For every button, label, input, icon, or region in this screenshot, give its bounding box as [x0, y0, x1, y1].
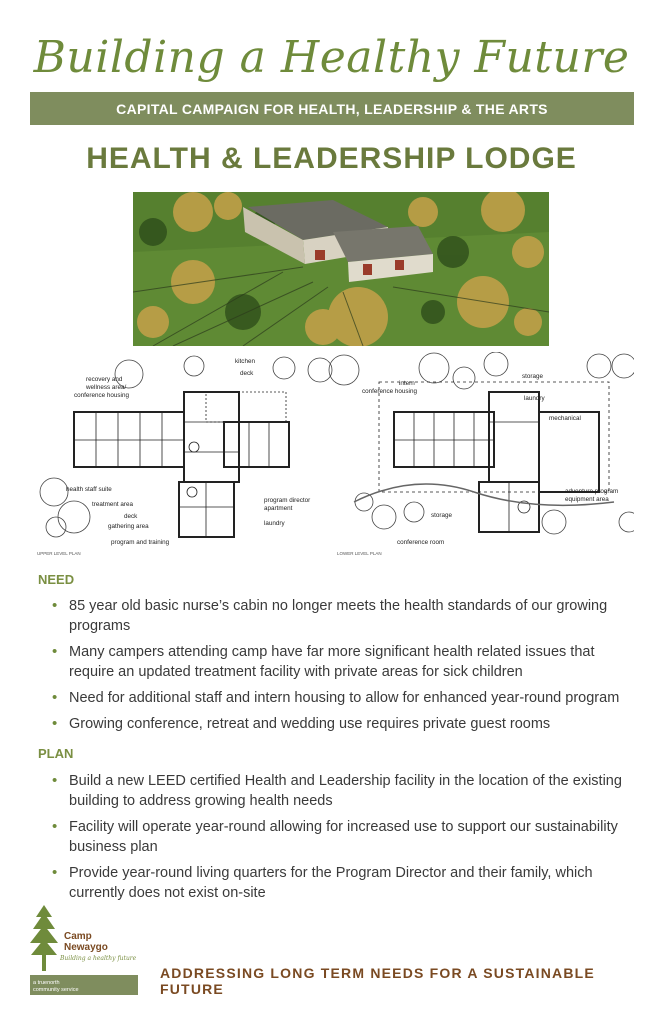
plan-item: • Facility will operate year-round allowing for increased use to support our sustainability business plan — [36, 817, 636, 857]
label-mechanical: mechanical — [549, 415, 581, 422]
need-item: • 85 year old basic nurse’s cabin no longer meets the health standards of our growing programs — [36, 596, 636, 636]
label-treatment: treatment area — [92, 501, 133, 508]
label-storage-2: storage — [431, 512, 453, 519]
plan-item: • Build a new LEED certified Health and Leadership facility in the location of the existing building to address growing health needs — [36, 771, 636, 811]
label-gathering: gathering area — [108, 523, 149, 530]
need-list — [36, 596, 636, 740]
logo-service-1: a truenorth — [33, 980, 60, 986]
label-recovery-2: wellness area/ — [86, 384, 127, 391]
label-recovery: recovery and — [86, 376, 123, 383]
plan-item: • Provide year-round living quarters for the Program Director and their family, which currently does not exist on-site — [36, 863, 636, 903]
label-laundry-upper: laundry — [264, 520, 285, 527]
label-adventure: adventure program — [565, 488, 619, 495]
need-item: • Many campers attending camp have far more significant health related issues that require an updated treatment facility with private areas for sick children — [36, 642, 636, 682]
label-intern: intern — [399, 380, 415, 387]
label-recovery-3: conference housing — [74, 392, 129, 399]
upper-plan-caption: UPPER LEVEL PLAN — [37, 551, 81, 556]
plan-list — [36, 771, 636, 909]
need-item: • Need for additional staff and intern housing to allow for enhanced year-round program — [36, 688, 636, 708]
label-deck: deck — [240, 370, 254, 377]
campaign-banner — [30, 92, 634, 125]
label-intern-2: conference housing — [362, 388, 417, 395]
logo-tagline: Building a healthy future — [60, 955, 137, 962]
lodge-title: HEALTH & LEADERSHIP LODGE — [86, 142, 577, 175]
camp-newaygo-logo — [30, 905, 138, 995]
footer-tagline: ADDRESSING LONG TERM NEEDS FOR A SUSTAINABLE FUTURE — [160, 965, 595, 997]
floor-plans-drawing — [34, 352, 634, 564]
pine-tree-icon — [30, 905, 138, 995]
need-heading: NEED — [38, 572, 75, 587]
logo-service-2: community service — [33, 987, 79, 993]
logo-name-1: Camp — [64, 931, 92, 942]
label-storage: storage — [522, 373, 544, 380]
rendering-illustration — [133, 192, 549, 346]
logo-name-2: Newaygo — [64, 942, 108, 953]
plan-heading: PLAN — [38, 746, 74, 761]
label-conference-room: conference room — [397, 539, 445, 546]
label-staff-suite: health staff suite — [66, 486, 112, 493]
banner-text: CAPITAL CAMPAIGN FOR HEALTH, LEADERSHIP & THE ARTS — [116, 100, 548, 117]
label-laundry-lower: laundry — [524, 395, 545, 402]
label-deck-2: deck — [124, 513, 138, 520]
lodge-rendering-image — [133, 192, 549, 346]
label-kitchen: kitchen — [235, 358, 255, 365]
label-adventure-2: equipment area — [565, 496, 609, 503]
campaign-title: Building a Healthy Future — [33, 32, 630, 83]
label-program-training: program and training — [111, 539, 170, 546]
label-program-director-2: apartment — [264, 505, 293, 512]
lower-plan-caption: LOWER LEVEL PLAN — [337, 551, 382, 556]
label-program-director: program director — [264, 497, 311, 504]
floor-plans — [34, 352, 634, 564]
tree-symbols — [40, 352, 634, 537]
need-item: • Growing conference, retreat and wedding use requires private guest rooms — [36, 714, 636, 734]
